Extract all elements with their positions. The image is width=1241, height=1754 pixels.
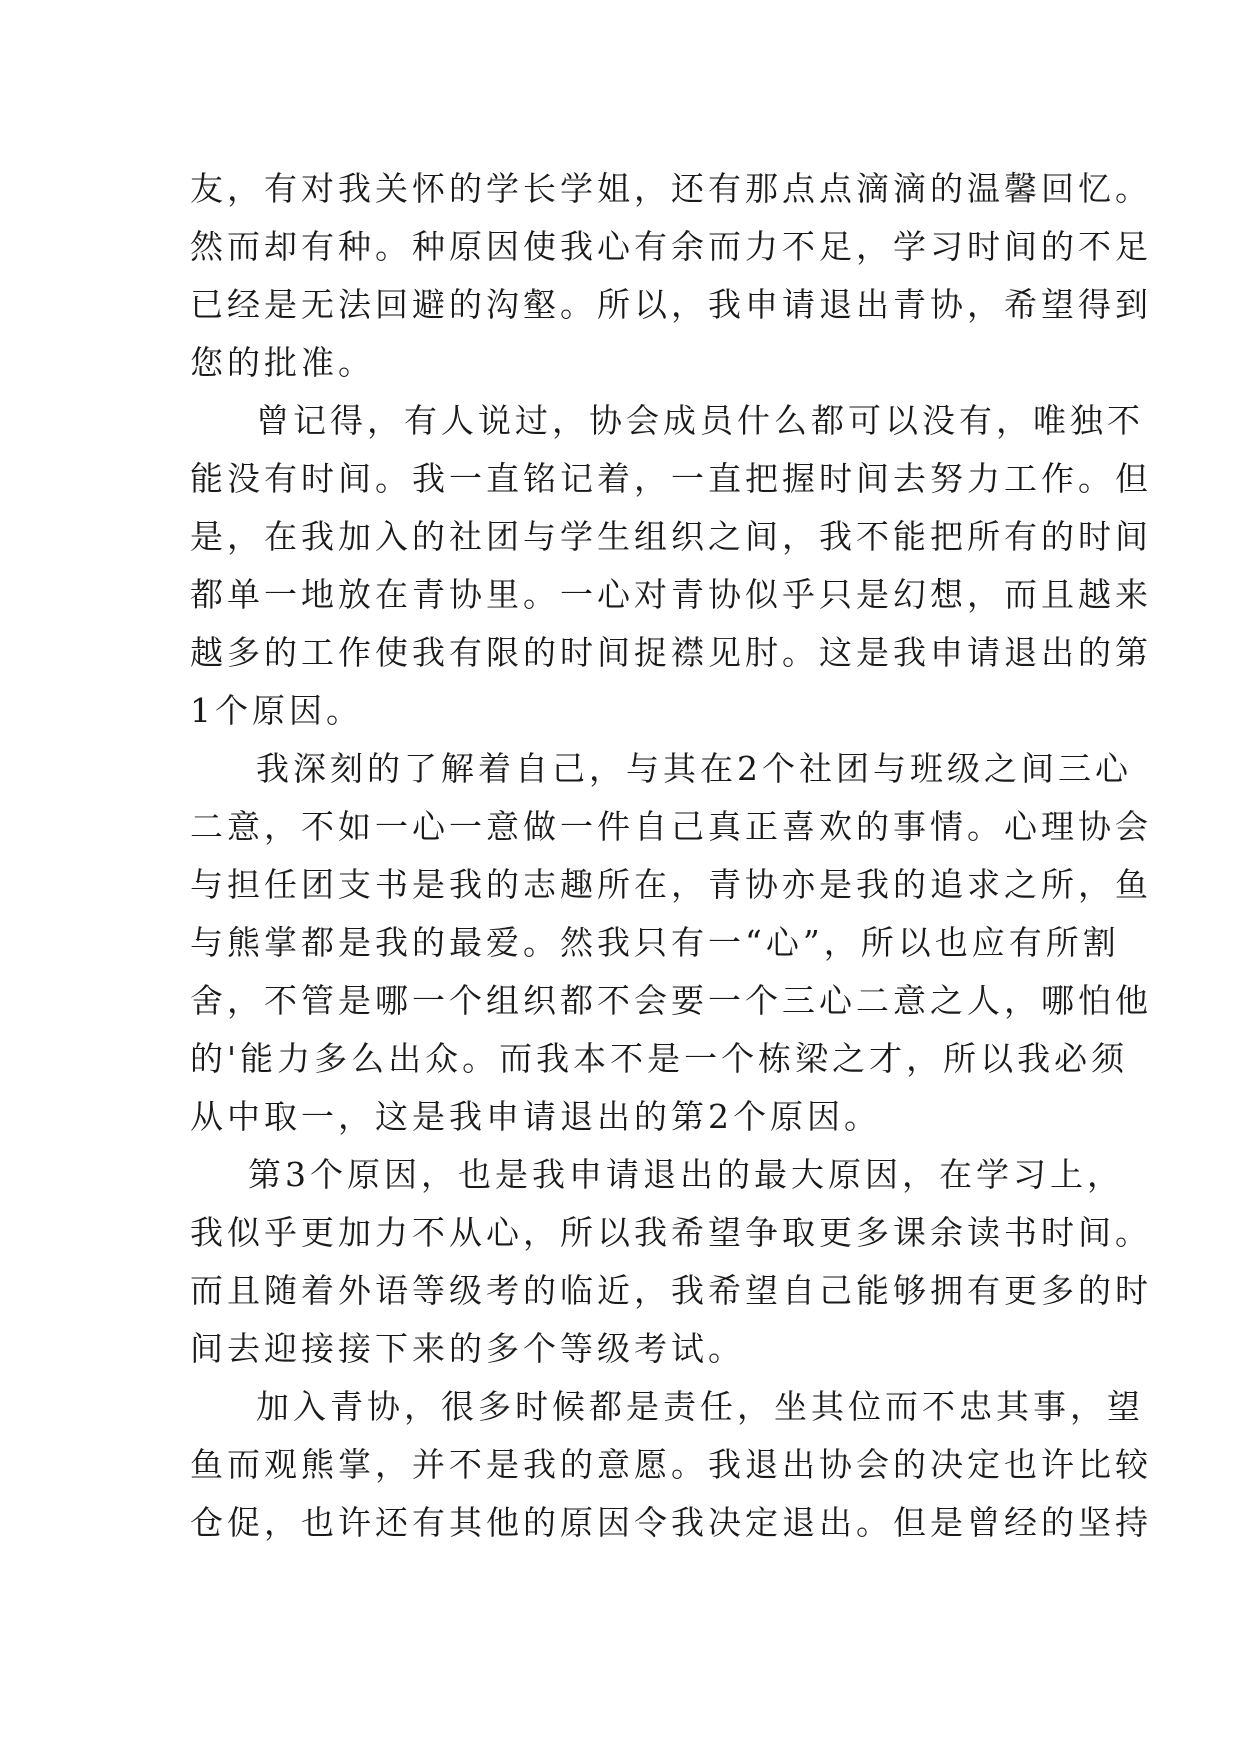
paragraph xyxy=(190,1378,1152,1552)
text-line: 仓促，也许还有其他的原因令我决定退出。但是曾经的坚持 xyxy=(190,1503,1152,1542)
text-line: 是，在我加入的社团与学生组织之间，我不能把所有的时间 xyxy=(190,517,1152,556)
text-line: 与熊掌都是我的最爱。然我只有一“心”，所以也应有所割 xyxy=(190,923,1120,962)
text-line: 都单一地放在青协里。一心对青协似乎只是幻想，而且越来 xyxy=(190,575,1152,614)
paragraph xyxy=(190,1146,1152,1378)
text-line: 已经是无法回避的沟壑。所以，我申请退出青协，希望得到 xyxy=(190,285,1152,324)
text-line: 鱼而观熊掌，并不是我的意愿。我退出协会的决定也许比较 xyxy=(190,1445,1152,1484)
document-body xyxy=(190,160,1152,1552)
text-line: 然而却有种。种原因使我心有余而力不足，学习时间的不足 xyxy=(190,227,1152,266)
text-line: 友，有对我关怀的学长学姐，还有那点点滴滴的温馨回忆。 xyxy=(190,169,1152,208)
paragraph xyxy=(190,160,1152,392)
text-line: 的'能力多么出众。而我本不是一个栋梁之才，所以我必须 xyxy=(190,1039,1129,1078)
text-line: 曾记得，有人说过，协会成员什么都可以没有，唯独不 xyxy=(256,401,1144,440)
text-line: 间去迎接接下来的多个等级考试。 xyxy=(190,1329,745,1368)
text-line: 舍，不管是哪一个组织都不会要一个三心二意之人，哪怕他 xyxy=(190,981,1152,1020)
text-line: 我似乎更加力不从心，所以我希望争取更多课余读书时间。 xyxy=(190,1213,1152,1252)
text-line: 1个原因。 xyxy=(190,691,363,730)
text-line: 第3个原因，也是我申请退出的最大原因，在学习上， xyxy=(248,1155,1124,1194)
text-line: 而且随着外语等级考的临近，我希望自己能够拥有更多的时 xyxy=(190,1271,1152,1310)
text-line: 我深刻的了解着自己，与其在2个社团与班级之间三心 xyxy=(256,749,1132,788)
text-line: 能没有时间。我一直铭记着，一直把握时间去努力工作。但 xyxy=(190,459,1152,498)
text-line: 二意，不如一心一意做一件自己真正喜欢的事情。心理协会 xyxy=(190,807,1152,846)
text-line: 与担任团支书是我的志趣所在，青协亦是我的追求之所，鱼 xyxy=(190,865,1152,904)
paragraph xyxy=(190,740,1152,1146)
text-line: 您的批准。 xyxy=(190,343,375,382)
paragraph xyxy=(190,392,1152,740)
text-line: 越多的工作使我有限的时间捉襟见肘。这是我申请退出的第 xyxy=(190,633,1152,672)
text-line: 加入青协，很多时候都是责任，坐其位而不忠其事，望 xyxy=(256,1387,1144,1426)
text-line: 从中取一，这是我申请退出的第2个原因。 xyxy=(190,1097,881,1136)
